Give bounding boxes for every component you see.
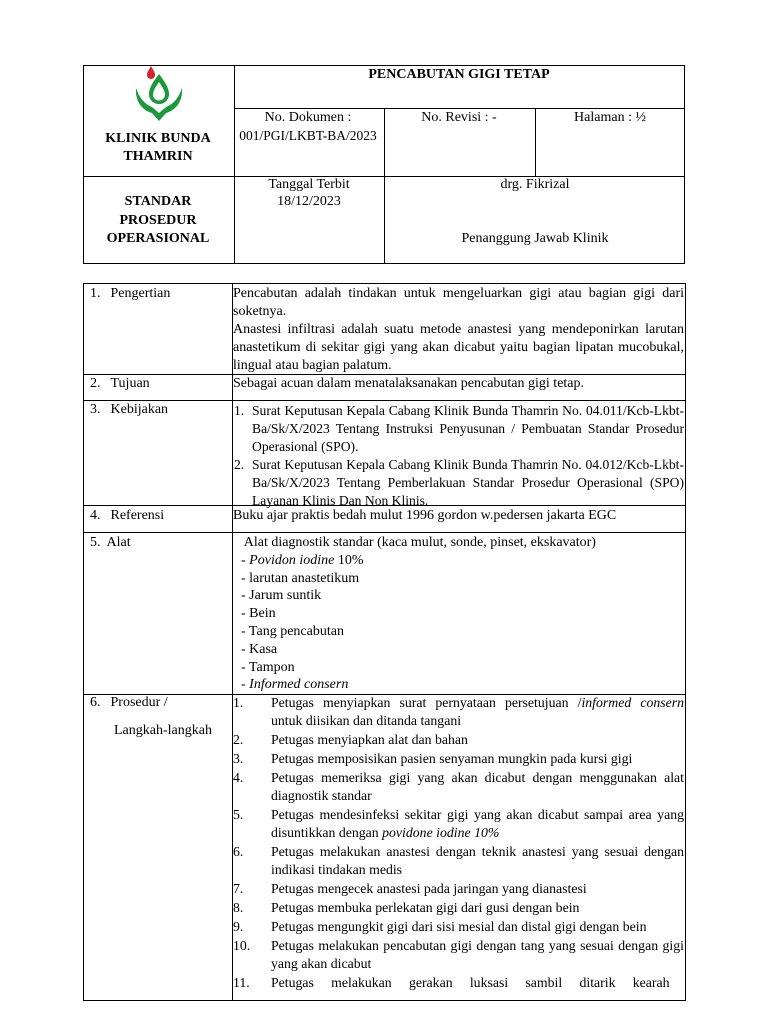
doc-number-value: 001/PGI/LKBT-BA/2023 — [239, 128, 377, 143]
prosedur-step: 6. Petugas melakukan anastesi dengan teknik anastesi yang sesuai dengan indikasi tindakan medis — [233, 844, 684, 877]
spo-line3: OPERASIONAL — [106, 231, 210, 246]
signer-role: Penanggung Jawab Klinik — [461, 231, 609, 246]
kebijakan-item: 1. Surat Keputusan Kepala Cabang Klinik Bunda Thamrin No. 04.011/Kcb-Lkbt-Ba/Sk/X/2023 Tentang Instruksi Penyusunan / Pembuatan Standar Prosedur Operasional (SPO). — [234, 403, 684, 454]
prosedur-step: 7. Petugas mengecek anastesi pada jaringan yang dianastesi — [233, 881, 587, 896]
revision-number: No. Revisi : - — [421, 110, 497, 125]
alat-item: - Jarum suntik — [241, 588, 322, 604]
prosedur-step: 10. Petugas melakukan pencabutan gigi dengan tang yang sesuai dengan gigi yang akan dicabut — [233, 938, 684, 971]
section-pengertian-label: 1. Pengertian — [90, 286, 171, 301]
section-alat-label: 5. Alat — [90, 535, 131, 550]
kebijakan-list — [234, 402, 684, 510]
clinic-name-line1: KLINIK BUNDA — [105, 131, 211, 146]
spo-line1: STANDAR — [124, 194, 192, 209]
clinic-name-line2: THAMRIN — [123, 149, 193, 164]
alat-item: - larutan anastetikum — [241, 570, 360, 586]
clinic-name — [84, 130, 232, 166]
doc-number-label: No. Dokumen : — [264, 110, 352, 125]
alat-list — [241, 534, 684, 694]
clinic-logo — [130, 66, 188, 124]
issue-date-value: 18/12/2023 — [277, 194, 341, 209]
pengertian-paragraph-1: Pencabutan adalah tindakan untuk mengeluarkan gigi atau bagian gigi dari soketnya. — [233, 286, 684, 319]
section-tujuan-text: Sebagai acuan dalam menatalaksanakan pencabutan gigi tetap. — [233, 376, 585, 391]
section-referensi-label: 4. Referensi — [90, 508, 165, 523]
prosedur-step: 4. Petugas memeriksa gigi yang akan dicabut dengan menggunakan alat diagnostik standar — [233, 770, 684, 803]
prosedur-step: 2. Petugas menyiapkan alat dan bahan — [233, 732, 468, 747]
signer-cell — [385, 176, 685, 248]
alat-item: - Informed consern — [241, 677, 349, 693]
section-pengertian-text — [233, 285, 684, 375]
document-title: PENCABUTAN GIGI TETAP — [368, 67, 550, 82]
prosedur-step: 1. Petugas menyiapkan surat pernyataan persetujuan /informed consern untuk diisikan dan ditanda tangani — [233, 695, 685, 728]
pengertian-paragraph-2: Anastesi infiltrasi adalah suatu metode anastesi yang mendeponirkan larutan anastetikum di sekitar gigi yang akan dicabut yaitu bagian lipatan mucobukal, lingual atau bagian palatum. — [233, 322, 684, 373]
section-tujuan-label: 2. Tujuan — [90, 376, 150, 391]
section-prosedur-label: 6. Prosedur / Langkah-langkah — [90, 695, 212, 738]
alat-item: - Povidon iodine 10% — [241, 552, 364, 568]
page-number: Halaman : ½ — [574, 110, 646, 125]
alat-item: - Tang pencabutan — [241, 623, 344, 639]
prosedur-step: 5. Petugas mendesinfeksi sekitar gigi yang akan dicabut sampai area yang disuntikkan dengan povidone iodine 10% — [233, 807, 684, 840]
issue-date-cell — [234, 176, 384, 210]
spo-line2: PROSEDUR — [119, 212, 197, 228]
alat-item: Alat diagnostik standar (kaca mulut, sonde, pinset, ekskavator) — [241, 535, 596, 550]
doc-number-cell — [234, 109, 382, 145]
section-referensi-text: Buku ajar praktis bedah mulut 1996 gordon w.pedersen jakarta EGC — [233, 508, 617, 523]
kebijakan-item: 2. Surat Keputusan Kepala Cabang Klinik Bunda Thamrin No. 04.012/Kcb-Lkbt-Ba/Sk/X/2023 Tentang Pemberlakuan Standar Prosedur Operasional (SPO) Layanan Klinis Dan Non Klinis. — [234, 457, 684, 508]
alat-item: - Tampon — [241, 659, 295, 675]
prosedur-step: 3. Petugas memposisikan pasien senyaman mungkin pada kursi gigi — [233, 751, 633, 766]
alat-item: - Bein — [241, 606, 276, 622]
spo-label — [84, 193, 232, 249]
section-kebijakan-label: 3. Kebijakan — [90, 402, 169, 417]
alat-item: - Kasa — [241, 641, 278, 657]
prosedur-step: 9. Petugas mengungkit gigi dari sisi mesial dan distal gigi dengan bein — [233, 919, 647, 934]
prosedur-steps — [233, 694, 684, 992]
signer-name: drg. Fikrizal — [500, 177, 570, 192]
prosedur-step: 8. Petugas membuka perlekatan gigi dari gusi dengan bein — [233, 900, 580, 915]
issue-date-label: Tanggal Terbit — [268, 177, 350, 192]
prosedur-step: 11. Petugas melakukan gerakan luksasi sambil ditarik kearah — [233, 975, 670, 990]
